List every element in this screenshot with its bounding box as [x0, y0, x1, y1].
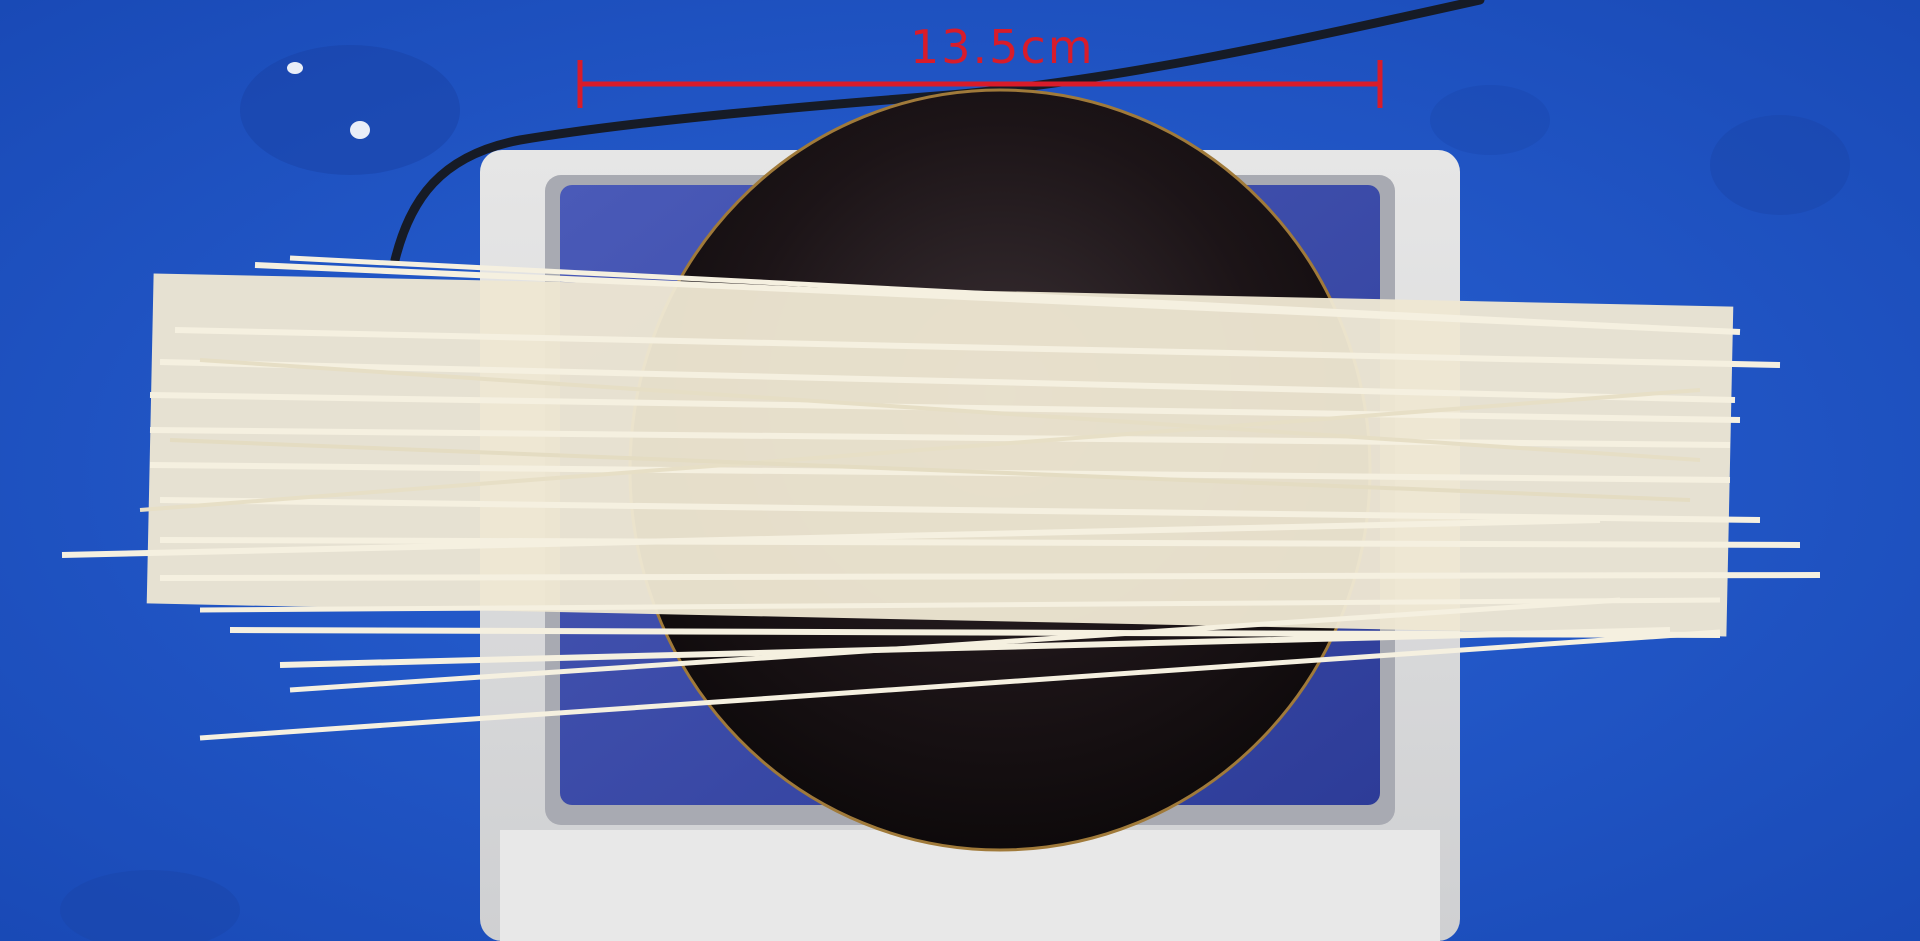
measurement-label: 13.5cm: [910, 20, 1095, 74]
crumb: [287, 62, 303, 74]
wet-stain: [1710, 115, 1850, 215]
crumb: [350, 121, 370, 139]
wet-stain: [1430, 85, 1550, 155]
wet-stain: [240, 45, 460, 175]
